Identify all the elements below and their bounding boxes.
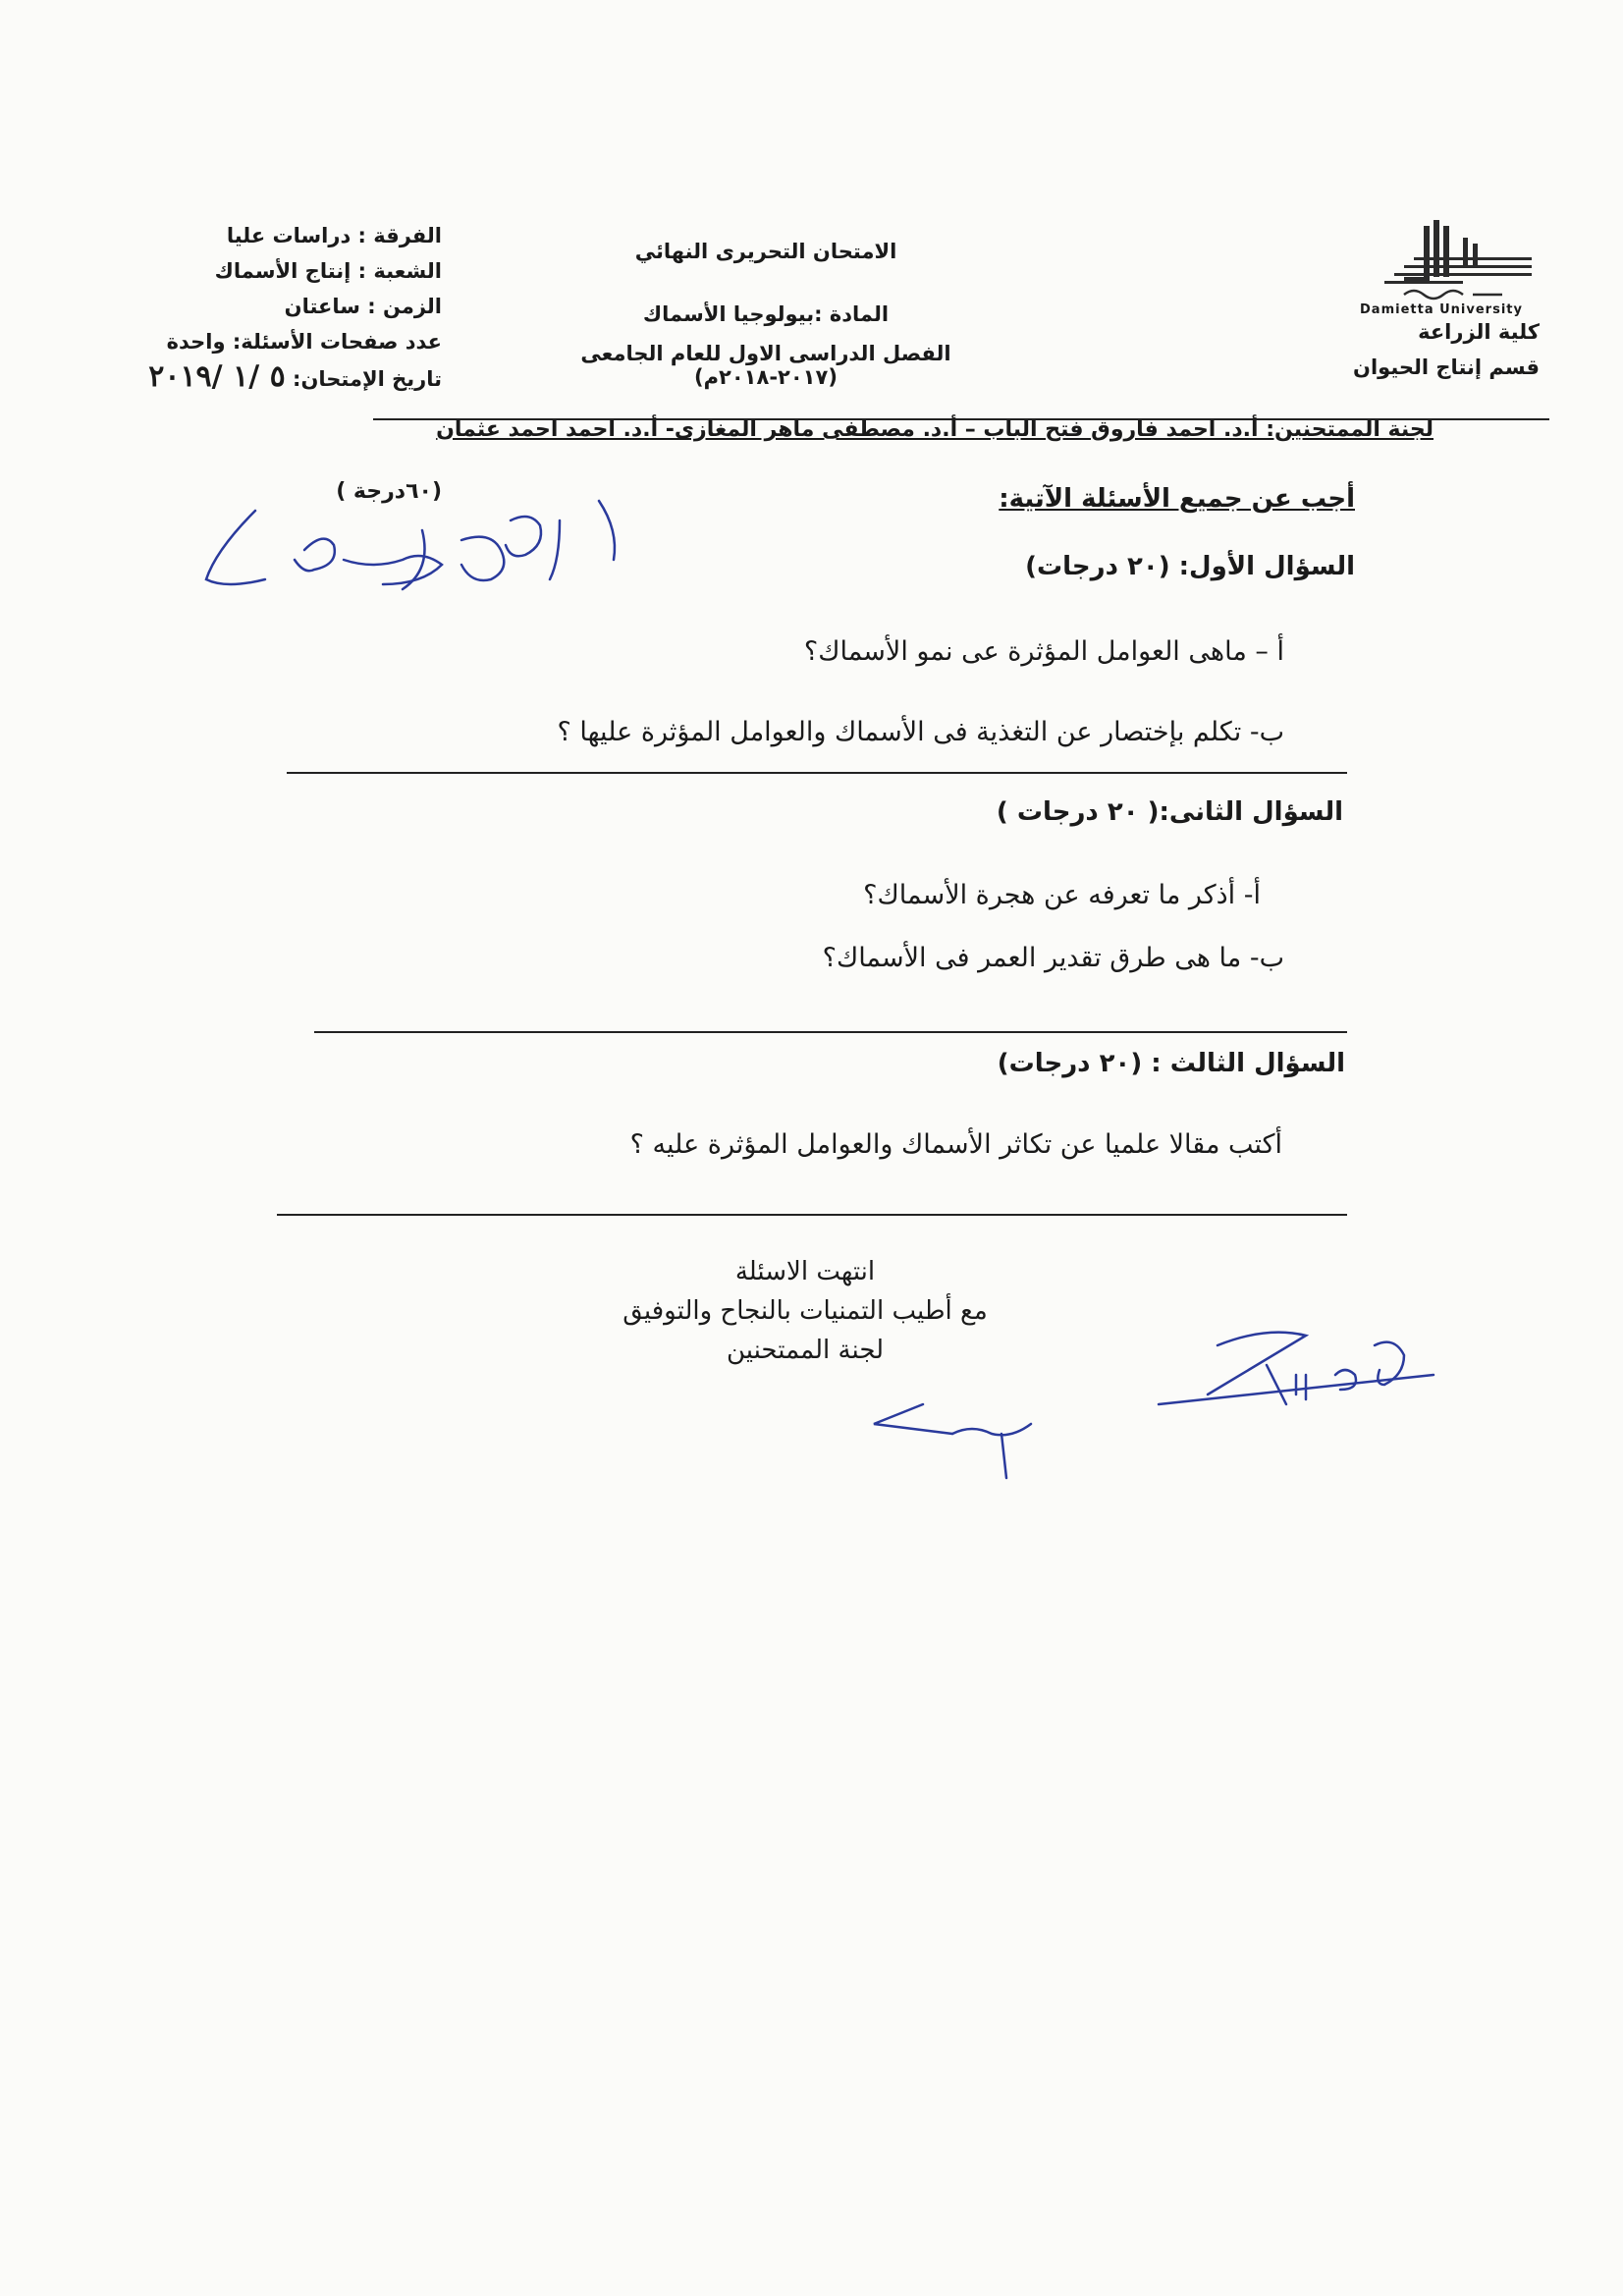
exam-info-block (137, 218, 442, 397)
subject-text: المادة :بيولوجيا الأسماك (642, 302, 890, 326)
university-logo-icon (1345, 218, 1538, 316)
exam-date-label: تاريخ الإمتحان: (293, 367, 442, 391)
semester-text: الفصل الدراسى الاول للعام الجامعى (٢٠١٧-٢٠١٨م) (580, 342, 951, 389)
level-text: الفرقة : دراسات عليا (226, 224, 442, 247)
pages-text: عدد صفحات الأسئلة: واحدة (166, 330, 442, 354)
question-1-divider (287, 772, 1347, 774)
closing-end-text: انتهت الاسئلة (734, 1257, 876, 1286)
question-2-item-b: ب- ما هى طرق تقدير العمر فى الأسماك؟ (822, 943, 1284, 973)
signature-1-icon (1149, 1306, 1443, 1414)
exam-title: الامتحان التحريرى النهائي (634, 240, 897, 263)
faculty-block (1286, 314, 1540, 385)
closing-wishes-text: مع أطيب التمنيات بالنجاح والتوفيق (622, 1296, 988, 1326)
closing-committee-text: لجنة الممتحنين (726, 1336, 885, 1365)
question-3-divider (277, 1214, 1347, 1216)
total-marks: (٦٠درجة ) (336, 479, 442, 504)
instruction-heading: أجب عن جميع الأسئلة الآتية: (999, 484, 1355, 514)
exam-title-block (550, 240, 982, 389)
exam-date-row (137, 359, 442, 397)
exam-date-value: ٥ /١ /٢٠١٩ (148, 359, 286, 394)
question-2-divider (314, 1031, 1347, 1033)
signature-2-icon (864, 1394, 1060, 1483)
faculty-text: كلية الزراعة (1418, 320, 1540, 344)
question-1-item-b: ب- تكلم بإختصار عن التغذية فى الأسماك والعوامل المؤثرة عليها ؟ (557, 717, 1284, 747)
time-text: الزمن : ساعتان (284, 295, 442, 318)
division-text: الشعبة : إنتاج الأسماك (214, 259, 442, 283)
examiners-committee: لجنة الممتحنين: أ.د. احمد فاروق فتح الباب – أ.د. مصطفى ماهر المغازى- أ.د. احمد احمد عثمان (436, 417, 1434, 442)
question-2-item-a: أ- أذكر ما تعرفه عن هجرة الأسماك؟ (863, 880, 1261, 910)
closing-block (589, 1252, 1021, 1370)
question-3-item: أكتب مقالا علميا عن تكاثر الأسماك والعوامل المؤثرة عليه ؟ (629, 1129, 1282, 1160)
question-1-item-a: أ – ماهى العوامل المؤثرة عى نمو الأسماك؟ (803, 636, 1284, 667)
question-3-title: السؤال الثالث : (٢٠ درجات) (997, 1049, 1345, 1078)
handwritten-note-icon (196, 491, 638, 619)
university-logo (1345, 218, 1538, 316)
question-1-title: السؤال الأول: (٢٠ درجات) (1025, 552, 1355, 581)
department-text: قسم إنتاج الحيوان (1353, 355, 1540, 379)
logo-english-text: Damietta University (1360, 302, 1523, 317)
question-2-title: السؤال الثانى:( ٢٠ درجات ) (996, 797, 1343, 827)
